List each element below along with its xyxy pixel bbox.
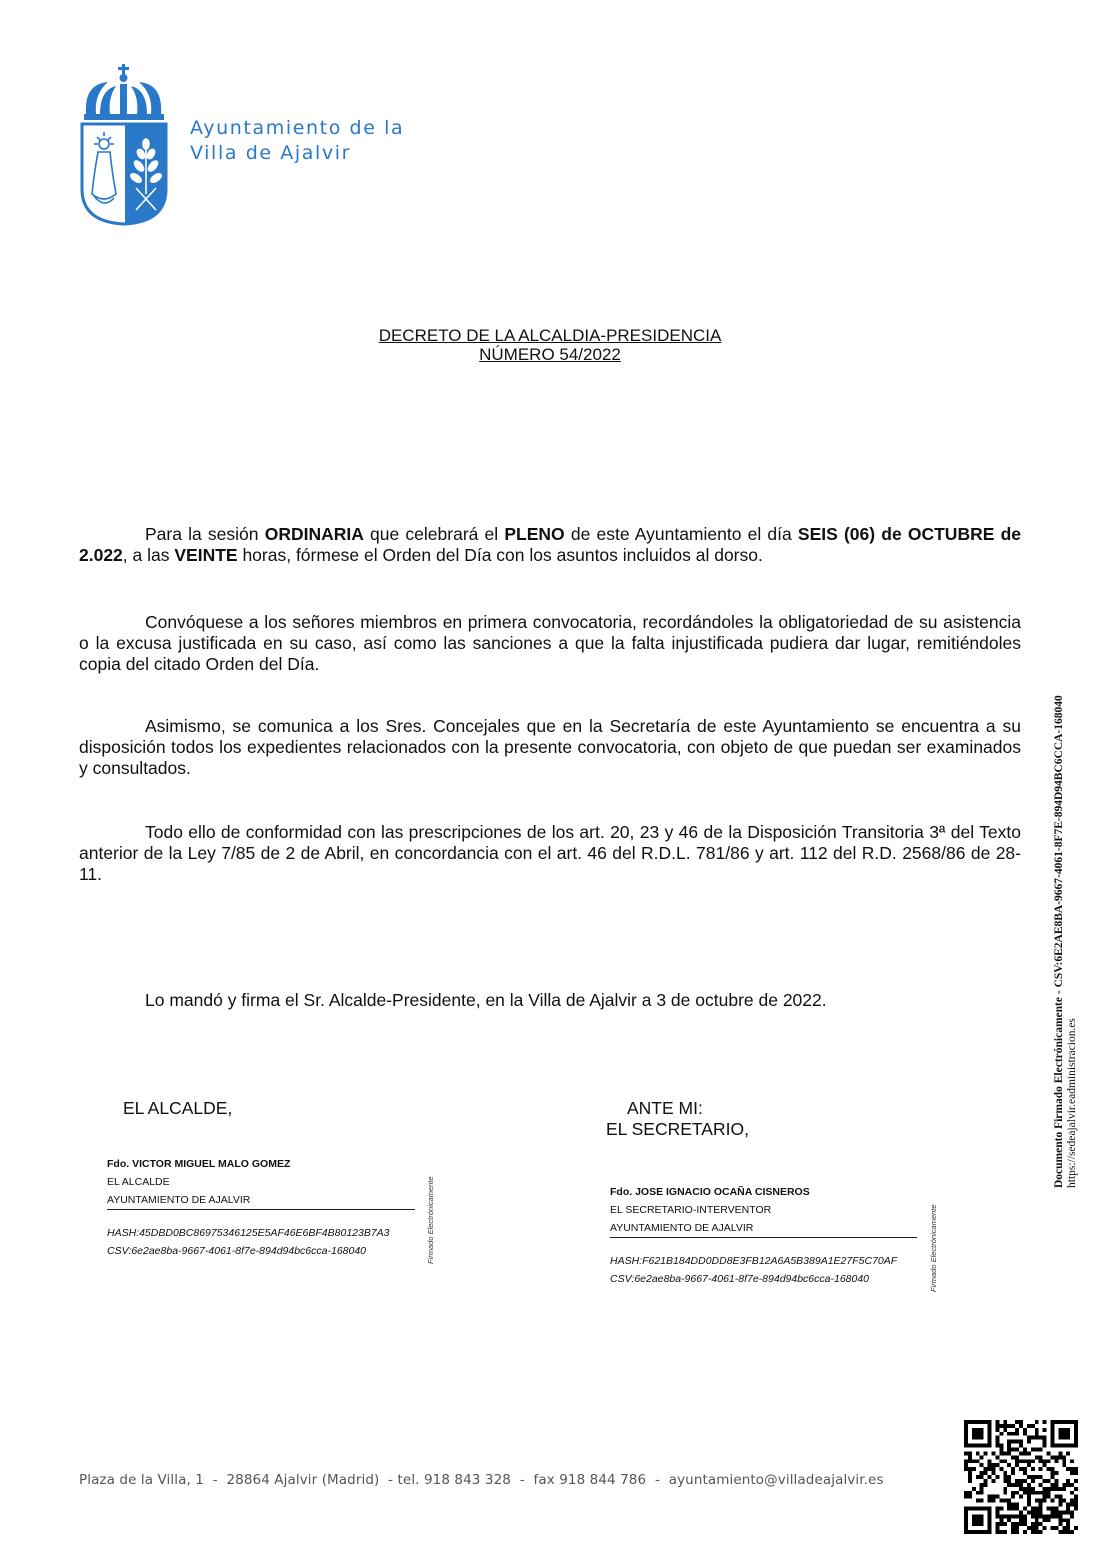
organization-name	[190, 116, 404, 166]
paragraph-legal-basis	[79, 822, 1021, 885]
stamp-csv: - CSV:6E2AE8BA-9667-4061-8F7E-894D94BC6CCA-168040	[1053, 695, 1065, 998]
signature-csv: CSV:6e2ae8ba-9667-4061-8f7e-894d94bc6cca-168040	[610, 1273, 870, 1285]
signer-entity: AYUNTAMIENTO DE AJALVIR	[610, 1219, 917, 1238]
paragraph-signed-by	[79, 990, 1021, 1011]
session-hour: VEINTE	[174, 545, 238, 565]
decree-title-line1: DECRETO DE LA ALCALDIA-PRESIDENCIA	[378, 326, 722, 345]
text-run: de este Ayuntamiento el día	[564, 524, 798, 544]
paragraph-text: Convóquese a los señores miembros en primera convocatoria, recordándoles la obligatoriedad de su asistencia o la excusa justificada en su caso, así como las sanciones a que la falta injustificada pudiera dar lugar, remitiéndoles copia del citado Orden del Día.	[79, 612, 1021, 674]
qr-code-icon	[964, 1420, 1078, 1534]
stamp-title: Documento Firmado Electrónicamente	[1053, 997, 1065, 1188]
paragraph-text: Todo ello de conformidad con las prescripciones de los art. 20, 23 y 46 de la Disposición Transitoria 3ª del Texto anterior de la Ley 7/85 de 2 de Abril, en concordancia con el art. 46 del R.D.L. 781/86 y art. 112 del R.D. 2568/86 de 28-11.	[79, 822, 1021, 884]
signature-hash: HASH:F621B184DD0DD8E3FB12A6A5B389A1E27F5C70AF	[610, 1255, 898, 1267]
before-me-heading: ANTE MI:	[627, 1098, 703, 1118]
signer-entity: AYUNTAMIENTO DE AJALVIR	[107, 1191, 415, 1210]
paragraph-convocation	[79, 612, 1021, 675]
signature-csv: CSV:6e2ae8ba-9667-4061-8f7e-894d94bc6cca-168040	[107, 1245, 367, 1257]
footer-contact: Plaza de la Villa, 1 - 28864 Ajalvir (Madrid) - tel. 918 843 328 - fax 918 844 786 - ayuntamiento@villadeajalvir.es	[79, 1472, 884, 1488]
organization-name-line2: Villa de Ajalvir	[190, 142, 352, 164]
signature-hash: HASH:45DBD0BC86975346125E5AF46E6BF4B80123B7A3	[107, 1227, 390, 1239]
signer-role: EL ALCALDE	[107, 1176, 170, 1188]
secretary-heading: EL SECRETARIO,	[606, 1119, 749, 1139]
paragraph-session	[79, 524, 1021, 566]
decree-number: NÚMERO 54/2022	[479, 345, 621, 364]
mayor-heading: EL ALCALDE,	[123, 1098, 233, 1118]
verification-url[interactable]: https://sedeajalvir.eadministracion.es	[1066, 1018, 1078, 1188]
signer-role: EL SECRETARIO-INTERVENTOR	[610, 1204, 772, 1216]
document-verification-stamp	[1053, 695, 1079, 1188]
session-date: SEIS (06) de OCTUBRE de 2.022	[79, 524, 1021, 565]
electronic-signature-stamp: Firmado Electrónicamente	[426, 1176, 435, 1264]
body-name: PLENO	[504, 524, 565, 544]
signer-name: Fdo. JOSE IGNACIO OCAÑA CISNEROS	[610, 1186, 810, 1198]
session-type: ORDINARIA	[264, 524, 364, 544]
coat-of-arms-icon	[80, 64, 168, 226]
electronic-signature-stamp: Firmado Electrónicamente	[929, 1204, 938, 1292]
text-run: Para la sesión	[145, 524, 265, 544]
mayor-signature-block	[107, 1155, 415, 1260]
text-run: horas, fórmese el Orden del Día con los asuntos incluidos al dorso.	[237, 545, 763, 565]
text-run: que celebrará el	[363, 524, 505, 544]
paragraph-text: Lo mandó y firma el Sr. Alcalde-Presidente, en la Villa de Ajalvir a 3 de octubre de 2022.	[145, 990, 827, 1010]
paragraph-files	[79, 716, 1021, 779]
secretary-signature-block	[610, 1183, 917, 1288]
paragraph-text: Asimismo, se comunica a los Sres. Concejales que en la Secretaría de este Ayuntamiento se encuentra a su disposición todos los expedientes relacionados con la presente convocatoria, con objeto de que puedan ser examinados y consultados.	[79, 716, 1021, 778]
text-run: , a las	[122, 545, 175, 565]
decree-title	[0, 326, 1100, 364]
signer-name: Fdo. VICTOR MIGUEL MALO GOMEZ	[107, 1158, 291, 1170]
organization-name-line1: Ayuntamiento de la	[190, 117, 405, 139]
